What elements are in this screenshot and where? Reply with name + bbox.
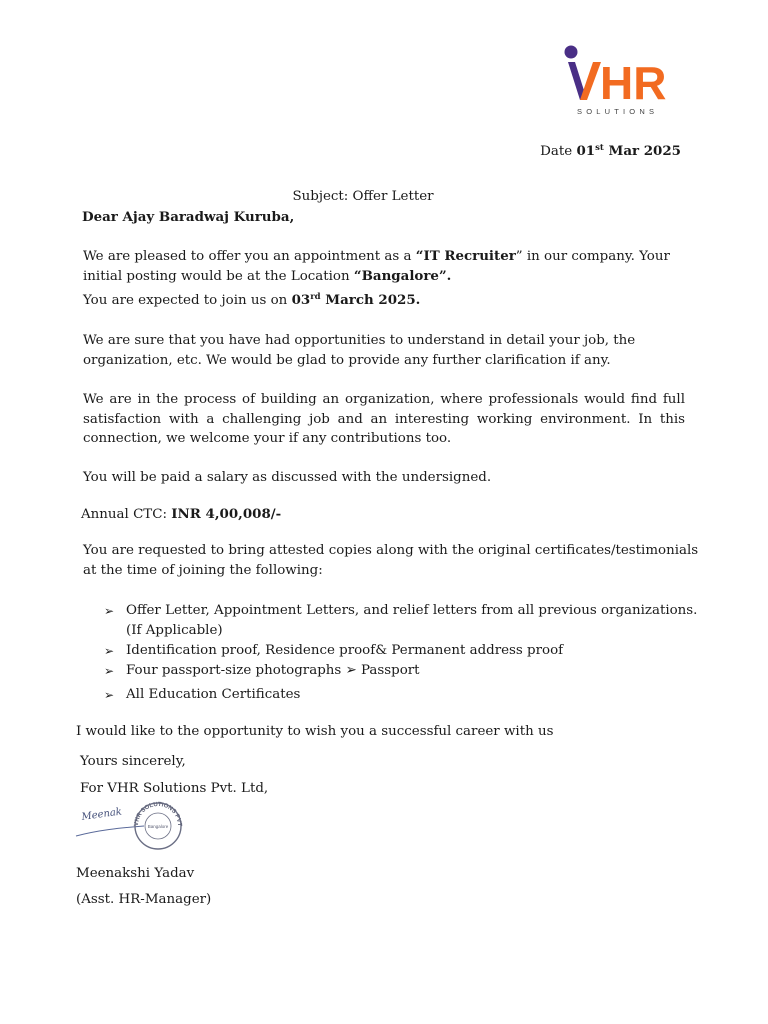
letter-date [540, 143, 681, 159]
list-item [104, 685, 704, 705]
company-line: For VHR Solutions Pvt. Ltd, [80, 781, 269, 796]
arrow-bullet-icon: ➢ [104, 688, 115, 702]
signature-handwriting: Meenak [80, 806, 123, 823]
joining-date-line [83, 291, 698, 311]
signature-stamp [74, 800, 194, 855]
clarification-paragraph: We are sure that you have had opportunities to understand in detail your job, the organization, etc. We would be glad to provide any further clarification if any. [83, 333, 636, 368]
list-item [104, 641, 704, 661]
list-item-text: Four passport-size photographs ➢ Passport [126, 663, 420, 678]
organization-paragraph: We are in the process of building an organization, where professionals would find full satisfaction with a challenging job and an interesting working environment. In this connection, we welcome your if any contributions too. [83, 392, 685, 446]
arrow-bullet-icon: ➢ [104, 644, 115, 658]
signatory-name: Meenakshi Yadav [76, 866, 195, 881]
arrow-bullet-icon: ➢ [104, 604, 115, 618]
list-item-text: Identification proof, Residence proof& Permanent address proof [126, 643, 564, 658]
salary-line: You will be paid a salary as discussed with the undersigned. [83, 470, 492, 485]
list-item-text: All Education Certificates [126, 687, 301, 702]
date-suffix: st [595, 143, 604, 153]
stamp-center-text: Bangalore [147, 824, 169, 829]
list-item [104, 661, 704, 681]
arrow-bullet-icon: ➢ [104, 664, 115, 678]
logo-tagline: SOLUTIONS [577, 107, 659, 116]
closing-line: Yours sincerely, [80, 754, 186, 769]
greeting: Dear Ajay Baradwaj Kuruba, [82, 209, 295, 225]
wish-line: I would like to the opportunity to wish you a successful career with us [76, 724, 554, 739]
subject-line: Subject: Offer Letter [292, 189, 434, 204]
stamp-ring-text: VHR SOLUTIONS PVT [133, 801, 183, 827]
appointment-paragraph [83, 247, 698, 286]
logo-hr-letters: HR [600, 57, 667, 109]
logo-v-right [580, 62, 601, 100]
join-suffix: rd [310, 292, 321, 302]
appointment-text-2: ” in our company. Your initial posting would be at the Location [83, 249, 670, 284]
date-month-year: Mar 2025 [608, 143, 681, 159]
join-day: 03 [291, 292, 311, 308]
signature-underline [76, 826, 144, 836]
ctc-label: Annual CTC: [81, 507, 172, 522]
list-item [104, 601, 704, 641]
signatory-title: (Asst. HR-Manager) [76, 892, 212, 907]
job-role: “IT Recruiter [415, 248, 516, 264]
join-month-year: March 2025. [325, 292, 421, 308]
vhr-logo [560, 40, 680, 120]
annual-ctc-line [81, 505, 696, 525]
list-item-text: Offer Letter, Appointment Letters, and relief letters from all previous organizations. (If Applicable) [126, 603, 698, 638]
date-label: Date [540, 144, 573, 159]
join-text: You are expected to join us on [83, 293, 292, 308]
appointment-text-1: We are pleased to offer you an appointment as a [83, 249, 416, 264]
documents-list [104, 601, 704, 705]
documents-intro: You are requested to bring attested copies along with the original certificates/testimonials at the time of joining the following: [83, 543, 699, 578]
ctc-value: INR 4,00,008/- [171, 506, 282, 522]
job-location: “Bangalore”. [353, 267, 452, 284]
logo-dot [565, 46, 578, 59]
date-day: 01 [576, 143, 596, 159]
